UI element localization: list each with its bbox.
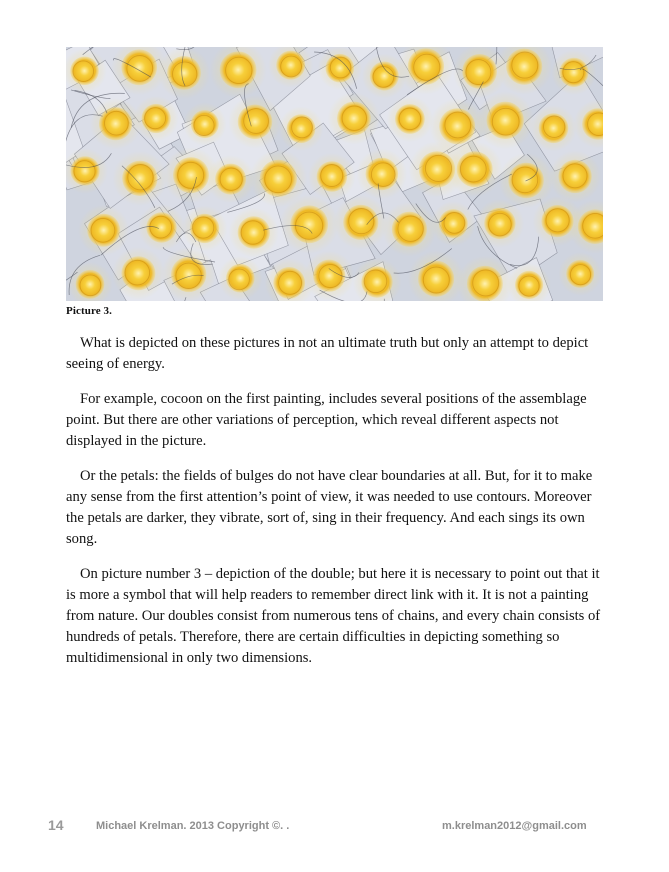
petal (238, 105, 273, 140)
body-text (66, 333, 606, 683)
copyright-notice: Michael Krelman. 2013 Copyright ©. . (96, 820, 290, 832)
page-number: 14 (48, 817, 64, 833)
paragraph: What is depicted on these pictures in not an ultimate truth but only an attempt to depict seeing of energy. (66, 335, 589, 372)
petal (361, 266, 392, 297)
petal (287, 114, 316, 143)
petal (191, 110, 219, 138)
petal (439, 209, 468, 238)
author-email[interactable]: m.krelman2012@gmail.com (442, 820, 587, 832)
page-footer (48, 817, 608, 837)
petal (539, 113, 569, 143)
figure-caption: Picture 3. (66, 305, 113, 317)
paragraph: For example, cocoon on the first painting, includes several positions of the assemblage point. But there are other variations of perception, which reveal different aspects not displayed in the picture. (66, 391, 587, 449)
paragraph: Or the petals: the fields of bulges do not have clear boundaries at all. But, for it to make any sense from the first attention’s point of view, it was needed to use contours. Moreover the petals are darker, they vibrate, sort of, sing in their frequency. And each sings its own song. (66, 468, 593, 547)
painting-image (66, 47, 603, 301)
petal (408, 48, 444, 84)
paragraph: On picture number 3 – depiction of the double; but here it is necessary to point out that it is more a symbol that will help readers to remember direct link with it. It is not a painting from nature. Our doubles consist from numerous tens of chains, and every chain consists of hundreds of petals. Therefore, there are certain difficulties in depicting something so multidimensional in only two dimensions. (66, 566, 601, 666)
petal (226, 264, 255, 293)
painting-figure (66, 47, 603, 301)
